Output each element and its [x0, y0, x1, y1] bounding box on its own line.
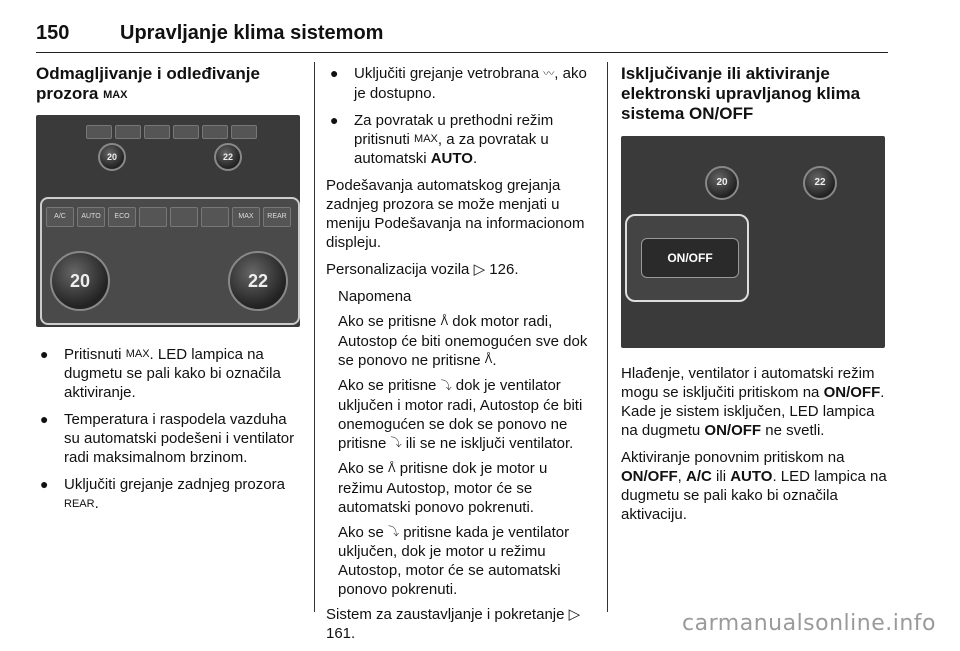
section-heading: Odmagljivanje i odleđivanje prozora MAX	[36, 64, 260, 103]
onoff-button-figure	[621, 136, 885, 348]
max-defrost-icon: MAX	[125, 348, 150, 361]
note-paragraph: Ako se ⤵ pritisne kada je ventilator uključen, dok je motor u režimu Autostop, motor će se automatski ponovo pokrenuti.	[338, 523, 570, 599]
max-defrost-icon: MAX	[414, 133, 438, 146]
column-divider	[314, 62, 315, 612]
instruction-list	[326, 64, 594, 168]
defrost-icon: ᐰ	[440, 315, 449, 328]
column-2	[326, 64, 594, 651]
note-title: Napomena	[338, 288, 412, 306]
list-item: ● Pritisnuti MAX. LED lampica na dugmetu se pali kako bi označila aktiviranje.	[40, 345, 281, 402]
page-header	[36, 14, 888, 53]
paragraph: Hlađenje, ventilator i automatski režim mogu se isključiti pritiskom na ON/OFF. Kade je sistem isključen, LED lampica na dugmetu ON/OFF ne svetli.	[621, 365, 885, 439]
temperature-knob-right: 22	[228, 251, 288, 311]
air-distribution-icon: ⤵	[390, 437, 402, 450]
section-heading: Isključivanje ili aktiviranje elektronski upravljanog klima sistema ON/OFF	[621, 64, 861, 123]
page-reference-icon: ▷	[568, 606, 581, 624]
list-item: ● Temperatura i raspodela vazduha su automatski podešeni i ventilator radi maksimalnom brzinom.	[40, 411, 295, 467]
defrost-icon: ᐰ	[388, 462, 396, 475]
column-1	[36, 64, 304, 522]
paragraph: Personalizacija vozila ▷ 126.	[326, 261, 519, 279]
small-knob-right: 22	[214, 143, 242, 171]
onoff-button: ON/OFF	[641, 238, 739, 278]
zoomed-panel	[40, 197, 300, 325]
air-distribution-icon: ⤵	[440, 379, 452, 392]
climate-panel-figure	[36, 115, 300, 327]
paragraph: Podešavanja automatskog grejanja zadnjeg prozora se može menjati u meniju Podešavanja na informacionom displeju.	[326, 177, 585, 252]
small-knob-right: 22	[803, 166, 837, 200]
zoom-callout	[625, 214, 749, 302]
page-title: Upravljanje klima sistemom	[120, 22, 384, 44]
top-button-row	[86, 125, 257, 139]
page-reference-icon: ▷	[473, 261, 486, 279]
list-item: ● Uključiti grejanje zadnjeg prozora REAR.	[40, 476, 285, 513]
note-paragraph: Ako se pritisne ⤵ dok je ventilator uključen i motor radi, Autostop će biti onemogućen se dok se ponovo ne pritisne ⤵ ili se ne isključi ventilator.	[338, 377, 583, 452]
instruction-list	[36, 345, 304, 514]
paragraph: Sistem za zaustavljanje i pokretanje ▷ 161.	[326, 606, 581, 643]
column-3	[621, 64, 891, 532]
small-knob-left: 20	[705, 166, 739, 200]
watermark: carmanualsonline.info	[682, 611, 936, 636]
note-box	[326, 287, 594, 599]
list-item: ● Uključiti grejanje vetrobrana 〰, ako je dostupno.	[330, 65, 587, 102]
max-defrost-icon: MAX	[103, 88, 128, 101]
zoom-button-row: A/C AUTO ECO MAX REAR	[46, 207, 291, 227]
small-knob-left: 20	[98, 143, 126, 171]
temperature-knob-left: 20	[50, 251, 110, 311]
note-paragraph: Ako se pritisne ᐰ dok motor radi, Autostop će biti onemogućen sve dok se ponovo ne pritisne ᐰ.	[338, 313, 588, 369]
windscreen-heater-icon: 〰	[543, 67, 555, 80]
paragraph: Aktiviranje ponovnim pritiskom na ON/OFF, A/C ili AUTO. LED lampica na dugmetu se pali kako bi označila aktivaciju.	[621, 449, 887, 523]
defrost-icon: ᐰ	[484, 354, 493, 367]
note-paragraph: Ako se ᐰ pritisne dok je motor u režimu Autostop, motor će se automatski ponovo pokrenuti.	[338, 460, 548, 516]
column-divider	[607, 62, 608, 612]
air-distribution-icon: ⤵	[388, 526, 400, 539]
rear-window-heater-icon: REAR	[64, 497, 95, 510]
page-number: 150	[36, 22, 70, 44]
list-item: ● Za povratak u prethodni režim pritisnuti MAX, a za povratak u automatski AUTO.	[330, 111, 554, 168]
